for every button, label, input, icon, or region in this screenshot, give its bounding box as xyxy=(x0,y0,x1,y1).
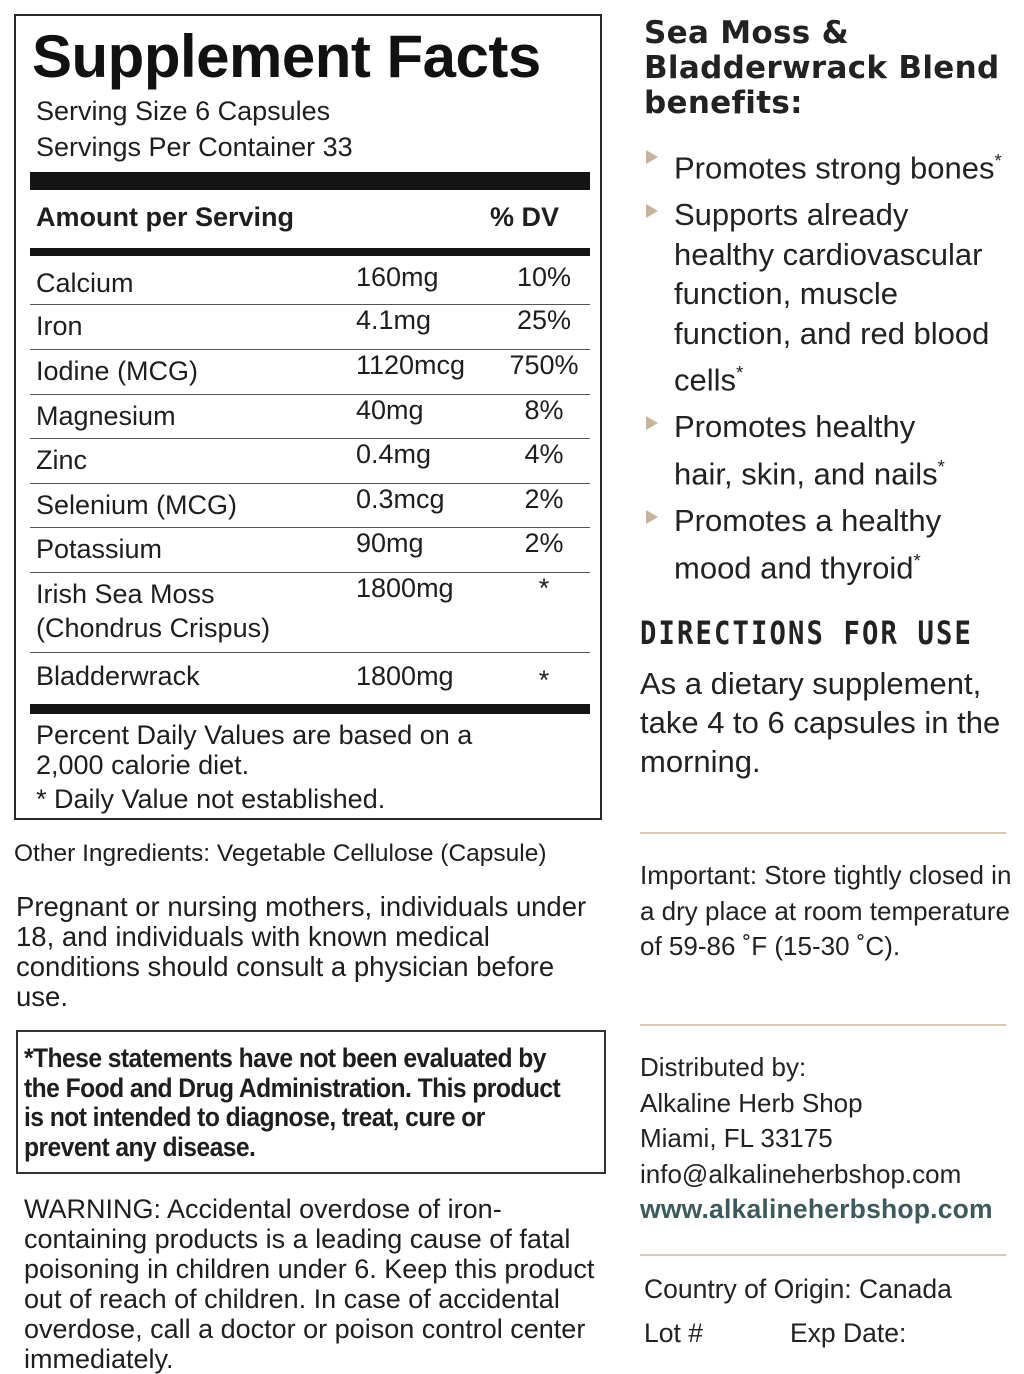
nutrient-amount: 90mg xyxy=(356,528,424,558)
website-link[interactable]: www.alkalineherbshop.com xyxy=(640,1194,993,1224)
nutrient-name: Magnesium xyxy=(36,401,176,431)
distributor-label: Distributed by: xyxy=(640,1052,807,1082)
table-row xyxy=(30,394,590,438)
distributor-name: Alkaline Herb Shop xyxy=(640,1087,863,1118)
table-row xyxy=(30,438,590,483)
nutrient-dv: 4% xyxy=(524,439,564,469)
dv-header: % DV xyxy=(490,202,560,232)
servings-per-container: Servings Per Container 33 xyxy=(36,132,353,162)
nutrient-amount: 0.4mg xyxy=(356,439,432,469)
bullet-arrow-icon xyxy=(646,150,658,164)
bottom-divider xyxy=(30,704,590,714)
divider xyxy=(640,1024,1006,1026)
bullet-arrow-icon xyxy=(646,204,658,218)
nutrient-name: Potassium xyxy=(36,534,163,564)
dv-footnote-line3: * Daily Value not established. xyxy=(36,784,386,814)
nutrient-amount: 1800mg xyxy=(356,661,454,691)
caution-text: Pregnant or nursing mothers, individuals under 18, and individuals with known medical conditions should consult a physician before use. xyxy=(16,891,587,1012)
benefits-title-line3: benefits: xyxy=(644,85,803,121)
distributor-block xyxy=(640,1050,1024,1228)
benefit-item: Promotes a healthy mood and thyroid* xyxy=(674,503,942,585)
directions-title: DIRECTIONS FOR USE xyxy=(640,614,974,652)
iron-warning: WARNING: Accidental overdose of iron-containing products is a leading cause of fatal poisoning in children under 6. Keep this product out of reach of children. In case of accidental overdose, call a doctor or poison control center immediately. xyxy=(24,1194,595,1374)
nutrient-name: Bladderwrack xyxy=(36,661,200,691)
amount-per-serving-header: Amount per Serving xyxy=(36,202,295,232)
exp-date-label: Exp Date: xyxy=(790,1318,907,1348)
nutrient-dv: * xyxy=(538,573,550,603)
benefits-title-line1: Sea Moss & xyxy=(644,15,849,51)
nutrient-name: Iodine (MCG) xyxy=(36,356,199,386)
table-row xyxy=(30,527,590,572)
supplement-facts-panel xyxy=(14,14,602,820)
nutrient-dv: 10% xyxy=(516,262,572,292)
bullet-arrow-icon xyxy=(646,416,658,430)
nutrient-amount: 1120mcg xyxy=(356,350,466,380)
benefits-title-line2: Bladderwrack Blend xyxy=(644,50,1000,86)
nutrient-amount: 40mg xyxy=(356,395,424,425)
nutrient-amount: 4.1mg xyxy=(356,305,432,335)
nutrient-name: Iron xyxy=(36,311,83,341)
table-row xyxy=(30,349,590,394)
other-ingredients: Other Ingredients: Vegetable Cellulose (Capsule) xyxy=(14,840,547,867)
dv-footnote-line2: 2,000 calorie diet. xyxy=(36,750,250,780)
nutrient-name: Calcium xyxy=(36,268,134,298)
facts-title: Supplement Facts xyxy=(32,23,541,90)
benefits-title xyxy=(644,16,999,121)
table-row xyxy=(30,483,590,527)
directions-text: As a dietary supplement, take 4 to 6 capsules in the morning. xyxy=(640,666,1001,779)
divider xyxy=(640,1254,1006,1256)
distributor-city: Miami, FL 33175 xyxy=(640,1123,833,1153)
nutrient-amount: 1800mg xyxy=(356,573,454,603)
table-row xyxy=(30,304,590,349)
nutrient-dv: 2% xyxy=(524,528,564,558)
nutrient-dv: 8% xyxy=(524,395,564,425)
nutrient-name-latin: (Chondrus Crispus) xyxy=(36,613,271,643)
dv-footnote-line1: Percent Daily Values are based on a xyxy=(36,720,473,750)
storage-text: Important: Store tightly closed in a dry place at room temperature of 59-86 ˚F (15-30 ˚C). xyxy=(640,860,1012,961)
nutrient-amount: 160mg xyxy=(356,262,439,292)
nutrient-dv: 25% xyxy=(516,305,572,335)
nutrient-name: Selenium (MCG) xyxy=(36,490,238,520)
divider xyxy=(640,832,1006,834)
country-of-origin: Country of Origin: Canada xyxy=(644,1274,952,1304)
lot-number-label: Lot # xyxy=(644,1318,703,1348)
nutrient-dv: 750% xyxy=(509,350,579,380)
nutrient-name: Irish Sea Moss xyxy=(36,579,215,609)
nutrient-dv: 2% xyxy=(524,484,564,514)
nutrient-name: Zinc xyxy=(36,445,88,475)
fda-disclaimer-text: *These statements have not been evaluated by the Food and Drug Administration. This product is not intended to diagnose, treat, cure or prevent any disease. xyxy=(24,1043,561,1162)
medium-divider xyxy=(30,248,590,256)
serving-size: Serving Size 6 Capsules xyxy=(36,96,331,126)
table-row xyxy=(30,572,590,652)
nutrient-amount: 0.3mcg xyxy=(356,484,445,514)
fda-disclaimer-box xyxy=(16,1030,606,1174)
thick-divider xyxy=(30,172,590,190)
bullet-arrow-icon xyxy=(646,510,658,524)
nutrient-dv: * xyxy=(538,665,550,695)
table-row xyxy=(30,652,590,704)
benefit-item: Promotes healthy hair, skin, and nails* xyxy=(674,409,945,491)
benefit-item: Promotes strong bones* xyxy=(674,150,1002,186)
benefit-item: Supports already healthy cardiovascular function, muscle function, and red blood cells* xyxy=(674,197,990,398)
table-row xyxy=(30,262,590,306)
distributor-email[interactable]: info@alkalineherbshop.com xyxy=(640,1158,962,1189)
